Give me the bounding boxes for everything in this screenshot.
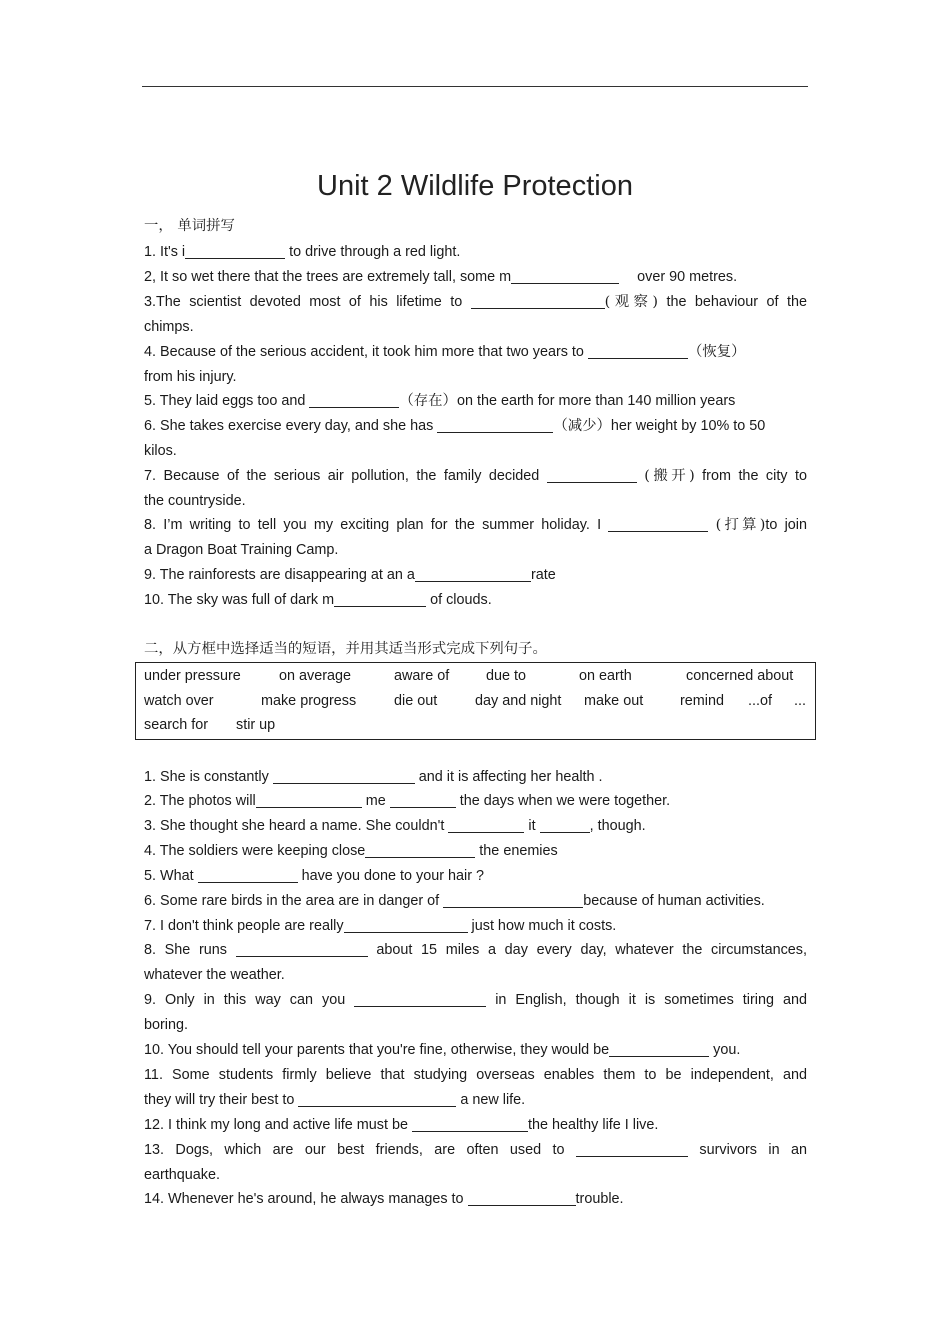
phrase: stir up xyxy=(236,717,276,733)
answer-blank[interactable] xyxy=(198,867,298,883)
s2-item-3: 3. She thought she heard a name. She couldn't it , though. xyxy=(144,818,646,834)
answer-blank[interactable] xyxy=(185,243,285,259)
phrase: day and night xyxy=(475,693,562,709)
s1-item-9: 9. The rainforests are disappearing at an a rate xyxy=(144,567,556,583)
s2-item-7: 7. I don't think people are really just how much it costs. xyxy=(144,918,617,934)
header-rule xyxy=(142,86,808,87)
s2-item-12: 12. I think my long and active life must be the healthy life I live. xyxy=(144,1117,659,1133)
phrase: watch over xyxy=(144,693,214,709)
s2-item-10: 10. You should tell your parents that you're fine, otherwise, they would be you. xyxy=(144,1042,741,1058)
s1-item-4: 4. Because of the serious accident, it took him more that two years to （恢复） xyxy=(144,344,746,360)
answer-blank[interactable] xyxy=(576,1141,688,1157)
s2-item-6: 6. Some rare birds in the area are in danger of because of human activities. xyxy=(144,893,765,909)
answer-blank[interactable] xyxy=(390,792,456,808)
answer-blank[interactable] xyxy=(298,1091,456,1107)
s1-item-3-cont: chimps. xyxy=(144,319,194,335)
answer-blank[interactable] xyxy=(443,892,583,908)
section-1-heading: 一， 单词拼写 xyxy=(144,218,235,234)
phrase: aware of xyxy=(394,668,450,684)
page-title: Unit 2 Wildlife Protection xyxy=(317,170,633,202)
s1-item-7-cont: the countryside. xyxy=(144,493,246,509)
s1-item-1: 1. It's i to drive through a red light. xyxy=(144,244,461,260)
phrase: on earth xyxy=(579,668,632,684)
phrase: search for xyxy=(144,717,208,733)
answer-blank[interactable] xyxy=(547,467,637,483)
answer-blank[interactable] xyxy=(344,917,468,933)
s1-item-8: 8. I’m writing to tell you my exciting plan for the summer holiday. I (打算)to join xyxy=(144,517,807,533)
answer-blank[interactable] xyxy=(448,817,524,833)
s2-item-11: 11. Some students firmly believe that studying overseas enables them to be independent, and xyxy=(144,1067,807,1083)
s1-item-4-cont: from his injury. xyxy=(144,369,237,385)
phrase: make out xyxy=(584,693,644,709)
answer-blank[interactable] xyxy=(588,343,688,359)
s2-item-1: 1. She is constantly and it is affecting her health . xyxy=(144,769,603,785)
phrase: ...of xyxy=(748,693,772,709)
answer-blank[interactable] xyxy=(471,293,605,309)
s2-item-8: 8. She runs about 15 miles a day every day, whatever the circumstances, xyxy=(144,942,807,958)
answer-blank[interactable] xyxy=(468,1190,576,1206)
s2-item-4: 4. The soldiers were keeping close the enemies xyxy=(144,843,558,859)
answer-blank[interactable] xyxy=(415,566,531,582)
s1-item-6-cont: kilos. xyxy=(144,443,177,459)
phrase-box xyxy=(135,662,816,740)
answer-blank[interactable] xyxy=(256,792,362,808)
s2-item-13: 13. Dogs, which are our best friends, are often used to survivors in an xyxy=(144,1142,807,1158)
phrase: die out xyxy=(394,693,438,709)
answer-blank[interactable] xyxy=(609,1041,709,1057)
phrase: remind xyxy=(680,693,724,709)
section-2-heading: 二，从方框中选择适当的短语，并用其适当形式完成下列句子。 xyxy=(144,641,547,657)
answer-blank[interactable] xyxy=(437,417,553,433)
s2-item-8-cont: whatever the weather. xyxy=(144,967,285,983)
s2-item-9: 9. Only in this way can you in English, though it is sometimes tiring and xyxy=(144,992,807,1008)
phrase: make progress xyxy=(261,693,357,709)
s2-item-11-cont: they will try their best to a new life. xyxy=(144,1092,526,1108)
phrase: due to xyxy=(486,668,527,684)
s2-item-5: 5. What have you done to your hair ? xyxy=(144,868,484,884)
answer-blank[interactable] xyxy=(608,516,708,532)
answer-blank[interactable] xyxy=(511,268,619,284)
s2-item-13-cont: earthquake. xyxy=(144,1167,221,1183)
s1-item-3: 3.The scientist devoted most of his lifetime to (观察) the behaviour of the xyxy=(144,294,807,310)
answer-blank[interactable] xyxy=(354,991,486,1007)
answer-blank[interactable] xyxy=(334,591,426,607)
s1-item-2: 2, It so wet there that the trees are extremely tall, some m over 90 metres. xyxy=(144,269,738,285)
answer-blank[interactable] xyxy=(236,941,368,957)
s1-item-7: 7. Because of the serious air pollution, the family decided (搬开) from the city to xyxy=(144,468,807,484)
phrase: concerned about xyxy=(686,668,794,684)
s1-item-10: 10. The sky was full of dark m of clouds. xyxy=(144,592,492,608)
answer-blank[interactable] xyxy=(540,817,590,833)
s1-item-5: 5. They laid eggs too and （存在）on the earth for more than 140 million years xyxy=(144,393,736,409)
s2-item-2: 2. The photos will me the days when we were together. xyxy=(144,793,671,809)
answer-blank[interactable] xyxy=(412,1116,528,1132)
answer-blank[interactable] xyxy=(365,842,475,858)
answer-blank[interactable] xyxy=(273,768,415,784)
s2-item-14: 14. Whenever he's around, he always manages to trouble. xyxy=(144,1191,624,1207)
answer-blank[interactable] xyxy=(309,392,399,408)
s1-item-6: 6. She takes exercise every day, and she has （减少）her weight by 10% to 50 xyxy=(144,418,766,434)
s2-item-9-cont: boring. xyxy=(144,1017,189,1033)
phrase: on average xyxy=(279,668,352,684)
phrase: under pressure xyxy=(144,668,241,684)
s1-item-8-cont: a Dragon Boat Training Camp. xyxy=(144,542,339,558)
phrase: ... xyxy=(794,693,806,709)
